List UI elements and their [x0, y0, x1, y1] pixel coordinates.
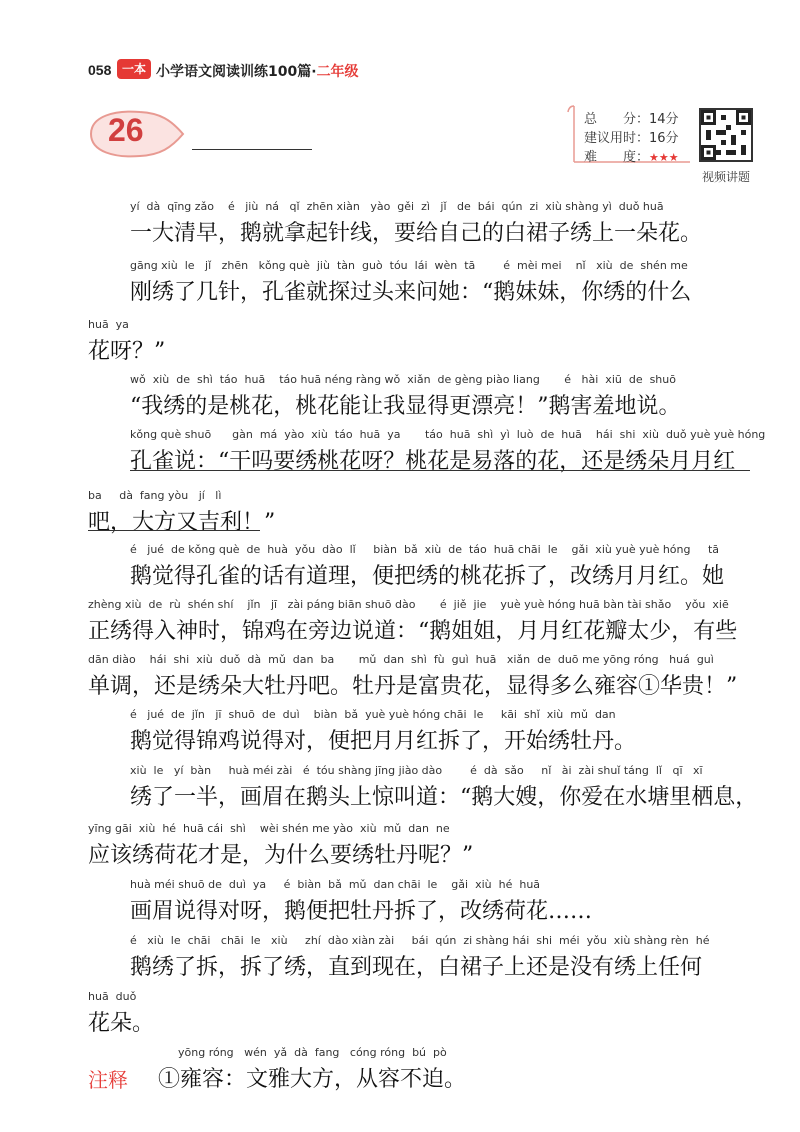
text-line: 画眉说得对呀，鹅便把牡丹拆了，改绣荷花…… [130, 899, 593, 924]
note-text: ①雍容：文雅大方，从容不迫。 [158, 1067, 467, 1092]
pinyin-line: é jué de jǐn jī shuō de duì biàn bǎ yuè yuè hóng chāi le kāi shǐ xiù mǔ dan [130, 708, 616, 721]
pinyin-line: huā duǒ [88, 990, 137, 1003]
lesson-number: 26 [108, 112, 144, 148]
pinyin-line: kǒng què shuō gàn má yào xiù táo huā ya táo huā shì yì luò de huā hái shi xiù duǒ yuè yuè hóng [130, 428, 766, 441]
note-pinyin: yōng róng wén yǎ dà fang cóng róng bú pò [178, 1046, 447, 1059]
text-line: 吧，大方又吉利！” [88, 510, 276, 535]
pinyin-line: huā ya [88, 318, 129, 331]
page-number: 058 [88, 62, 112, 78]
pinyin-line: dān diào hái shi xiù duǒ dà mǔ dan ba mǔ dan shì fù guì huā xiǎn de duō me yōng róng huá guì [88, 653, 714, 666]
suggested-time: 建议用时：16分 [584, 131, 679, 146]
pinyin-line: ba dà fang yòu jí lì [88, 489, 222, 502]
pinyin-line: é jué de kǒng què de huà yǒu dào lǐ biàn bǎ xiù de táo huā chāi le gǎi xiù yuè yuè hóng tā [130, 543, 720, 556]
total-score: 总 分：14分 [584, 112, 679, 127]
pinyin-line: gāng xiù le jǐ zhēn kǒng què jiù tàn guò tóu lái wèn tā é mèi mei nǐ xiù de shén me [130, 259, 688, 272]
difficulty-label: 难 度： [584, 150, 650, 165]
qr-pattern [701, 110, 751, 160]
video-explain-label: 视频讲题 [702, 170, 751, 184]
text-line: 应该绣荷花才是，为什么要绣牡丹呢？” [88, 843, 474, 868]
difficulty [584, 146, 679, 165]
brand-logo: 一本 [117, 59, 151, 79]
pinyin-line: huà méi shuō de duì ya é biàn bǎ mǔ dan chāi le gǎi xiù hé huā [130, 878, 541, 891]
text-line: 花呀？” [88, 339, 166, 364]
text-line: 鹅绣了拆，拆了绣，直到现在，白裙子上还是没有绣上任何 [130, 955, 703, 980]
title-blank-line [192, 149, 312, 150]
text-line: “我绣的是桃花，桃花能让我显得更漂亮！”鹅害羞地说。 [130, 394, 681, 419]
text-line: 花朵。 [88, 1011, 155, 1036]
pinyin-line: xiù le yí bàn huà méi zài é tóu shàng jīng jiào dào é dà sǎo nǐ ài zài shuǐ táng lǐ qī xī [130, 764, 703, 777]
pinyin-line: yí dà qīng zǎo é jiù ná qǐ zhēn xiàn yào gěi zì jǐ de bái qún zi xiù shàng yì duǒ huā [130, 200, 664, 213]
book-title-text: 小学语文阅读训练100篇 [156, 64, 312, 80]
note-label: 注释 [88, 1068, 128, 1092]
title-dot: · [311, 64, 317, 80]
grade-label: 二年级 [316, 64, 359, 80]
pinyin-line: wǒ xiù de shì táo huā táo huā néng ràng wǒ xiǎn de gèng piào liang é hài xiū de shuō [130, 373, 676, 386]
pinyin-line: yīng gāi xiù hé huā cái shì wèi shén me yào xiù mǔ dan ne [88, 822, 450, 835]
text-line: 单调，还是绣朵大牡丹吧。牡丹是富贵花，显得多么雍容①华贵！” [88, 674, 738, 699]
qr-code-icon[interactable] [699, 108, 753, 162]
pinyin-line: zhèng xiù de rù shén shí jǐn jī zài páng biān shuō dào é jiě jie yuè yuè hóng huā bàn tài shǎo yǒu xiē [88, 598, 729, 611]
difficulty-stars: ★★★ [649, 151, 679, 164]
text-line: 鹅觉得锦鸡说得对，便把月月红拆了，开始绣牡丹。 [130, 729, 637, 754]
pinyin-line: é xiù le chāi chāi le xiù zhí dào xiàn zài bái qún zi shàng hái shi méi yǒu xiù shàng rèn hé [130, 934, 710, 947]
text-line: 绣了一半，画眉在鹅头上惊叫道：“鹅大嫂，你爱在水塘里栖息， [130, 785, 758, 810]
highlight-underline [130, 470, 750, 471]
text-line: 一大清早，鹅就拿起针线，要给自己的白裙子绣上一朵花。 [130, 221, 703, 246]
text-line: 刚绣了几针，孔雀就探过头来问她：“鹅妹妹，你绣的什么 [130, 280, 692, 305]
text-line: 鹅觉得孔雀的话有道理，便把绣的桃花拆了，改绣月月红。她 [130, 564, 725, 589]
text-line: 孔雀说：“干吗要绣桃花呀？桃花是易落的花，还是绣朵月月红 [130, 449, 736, 474]
highlight-underline [88, 530, 260, 531]
book-title [156, 61, 359, 81]
text-line: 正绣得入神时，锦鸡在旁边说道：“鹅姐姐，月月红花瓣太少，有些 [88, 619, 738, 644]
